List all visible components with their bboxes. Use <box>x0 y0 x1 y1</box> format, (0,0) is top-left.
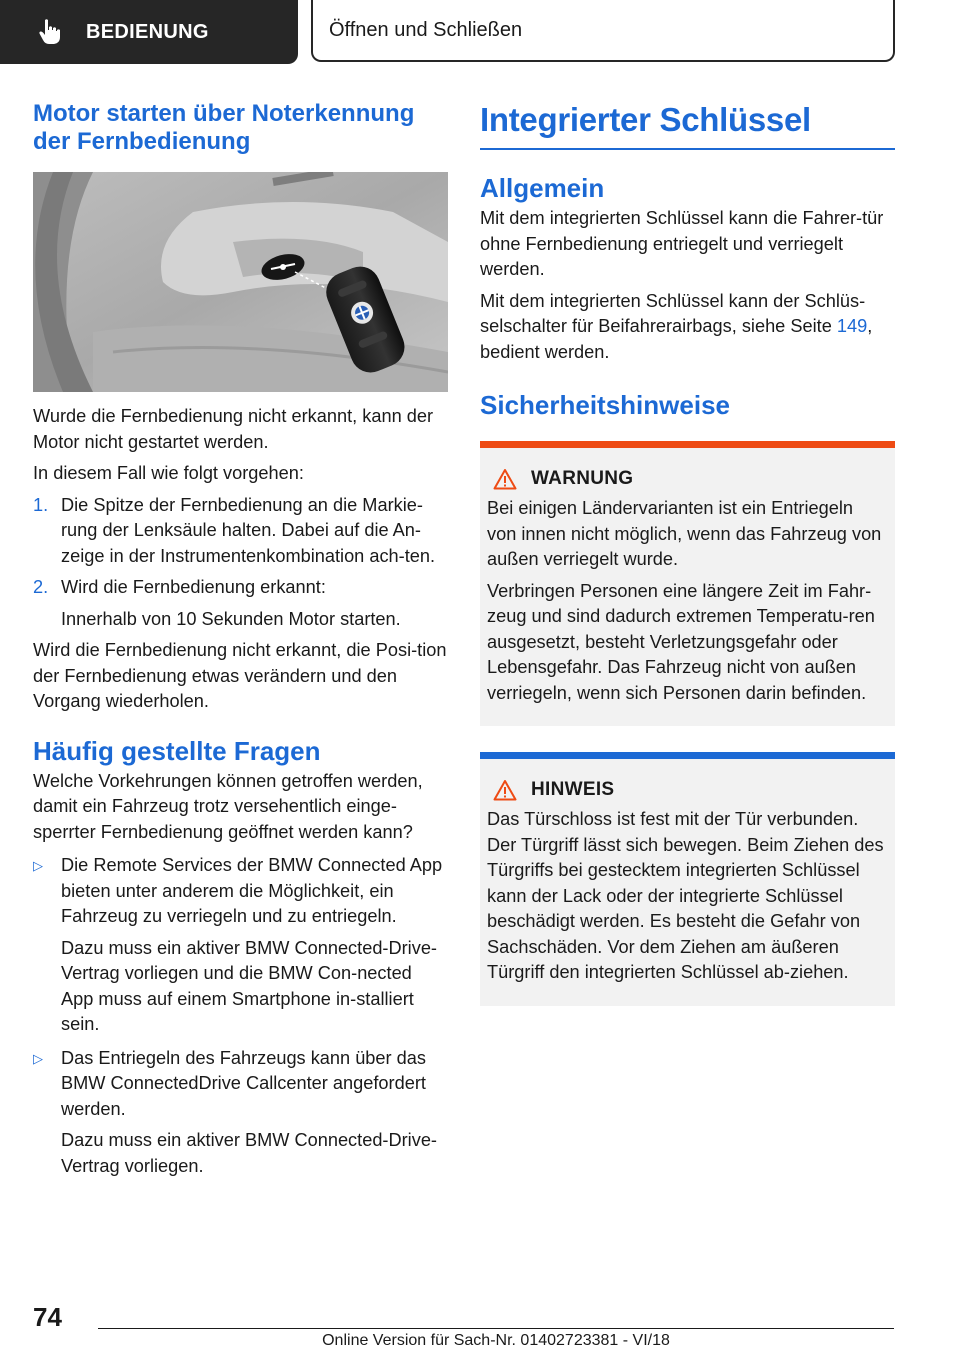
general-heading: Allgemein <box>480 173 605 203</box>
bullet-text: Die Remote Services der BMW Connected App bieten unter anderem die Möglichkeit, ein Fahrzeug zu verriegeln und zu entriegeln. <box>61 855 443 926</box>
bullet-sub-text: Dazu muss ein aktiver BMW Connected-Drive-Vertrag vorliegen und die BMW Con-nected App muss auf einem Smartphone in-stalliert sein. <box>61 937 437 1034</box>
chapter-label: Öffnen und Schließen <box>329 18 523 41</box>
step-text: Die Spitze der Fernbedienung an die Markie-rung der Lenksäule halten. Dabei auf die An-zeige in der Instrumentenkombination ach-ten. <box>61 494 436 566</box>
faq-question: Welche Vorkehrungen können getroffen werden, damit ein Fahrzeug trotz versehentlich einge-sperrter Fernbedienung geöffnet werden kann? <box>33 770 423 842</box>
list-item <box>33 853 448 930</box>
safety-heading: Sicherheitshinweise <box>480 390 730 420</box>
page-reference-link[interactable]: 149 <box>836 316 868 336</box>
list-item <box>33 575 448 601</box>
triangle-bullet-icon: ▷ <box>33 858 43 873</box>
general-paragraph-2-end: , bedient werden. <box>480 316 873 362</box>
list-item <box>33 1046 448 1123</box>
note-header <box>487 779 887 801</box>
page-header <box>0 0 960 66</box>
bullet-text: Das Entriegeln des Fahrzeugs kann über das BMW ConnectedDrive Callcenter angefordert werden. <box>61 1047 426 1119</box>
chapter-tab <box>311 0 895 62</box>
left-column <box>33 100 448 1179</box>
warning-box <box>480 441 895 726</box>
retry-paragraph: Wird die Fernbedienung nicht erkannt, die Posi-tion der Fernbedienung etwas verändern und den Vorgang wiederholen. <box>33 640 447 711</box>
warning-paragraph-1: Bei einigen Ländervarianten ist ein Entriegeln von innen nicht möglich, wenn das Fahrzeug von außen verriegelt wurde. <box>487 498 882 569</box>
right-column <box>480 100 895 1006</box>
warning-header <box>487 468 887 490</box>
step-number: 2. <box>33 577 49 597</box>
bullet-sub-text: Dazu muss ein aktiver BMW Connected-Drive-Vertrag vorliegen. <box>61 1130 437 1176</box>
footer-divider <box>98 1328 894 1329</box>
page-number: 74 <box>33 1302 62 1332</box>
step-number: 1. <box>33 494 49 515</box>
list-item <box>33 493 448 570</box>
procedure-intro: In diesem Fall wie folgt vorgehen: <box>33 463 304 483</box>
not-recognized-paragraph: Wurde die Fernbedienung nicht erkannt, kann der Motor nicht gestartet werden. <box>33 406 434 452</box>
faq-heading: Häufig gestellte Fragen <box>33 735 321 766</box>
hand-pointer-icon <box>38 18 62 46</box>
step-text: Wird die Fernbedienung erkannt: <box>61 577 326 597</box>
remote-emergency-start-heading: Motor starten über Noterkennung der Fernbedienung <box>33 100 415 155</box>
note-paragraph: Das Türschloss ist fest mit der Tür verbunden. Der Türgriff lässt sich bewegen. Beim Ziehen des Türgriffs bei gestecktem integrierten Schlüssel kann der Lack oder der integrierte Schlüssel beschädigt werden. Es besteht die Gefahr von Sachschäden. Vor dem Ziehen am äußeren Türgriff den integrierten Schlüssel ab-ziehen. <box>487 809 884 982</box>
warning-label: WARNUNG <box>531 468 634 489</box>
general-paragraph-2 <box>480 289 895 366</box>
warning-triangle-icon <box>493 468 517 490</box>
section-tab <box>0 0 298 64</box>
note-box <box>480 752 895 1006</box>
triangle-bullet-icon: ▷ <box>33 1050 43 1066</box>
integrated-key-title: Integrierter Schlüssel <box>480 100 895 150</box>
caution-triangle-icon <box>493 779 517 801</box>
warning-paragraph-2: Verbringen Personen eine längere Zeit im Fahr-zeug und sind dadurch extremen Temperatu-ren ausgesetzt, besteht Verletzungsgefahr oder Lebensgefahr. Das Fahrzeug nicht von außen verriegeln, wenn sich Personen darin befinden. <box>487 580 875 703</box>
section-label: BEDIENUNG <box>86 20 209 43</box>
general-paragraph-1: Mit dem integrierten Schlüssel kann die Fahrer-tür ohne Fernbedienung entriegelt und verriegelt werden. <box>480 208 884 279</box>
footer-version-text: Online Version für Sach-Nr. 01402723381 - VI/18 <box>322 1332 670 1349</box>
remote-key-steering-column-illustration <box>33 172 448 392</box>
general-paragraph-2-text: Mit dem integrierten Schlüssel kann der Schlüs-selschalter für Beifahrerairbags, siehe Seite <box>480 290 866 336</box>
step-sub-text: Innerhalb von 10 Sekunden Motor starten. <box>61 608 401 629</box>
note-label: HINWEIS <box>531 779 615 800</box>
